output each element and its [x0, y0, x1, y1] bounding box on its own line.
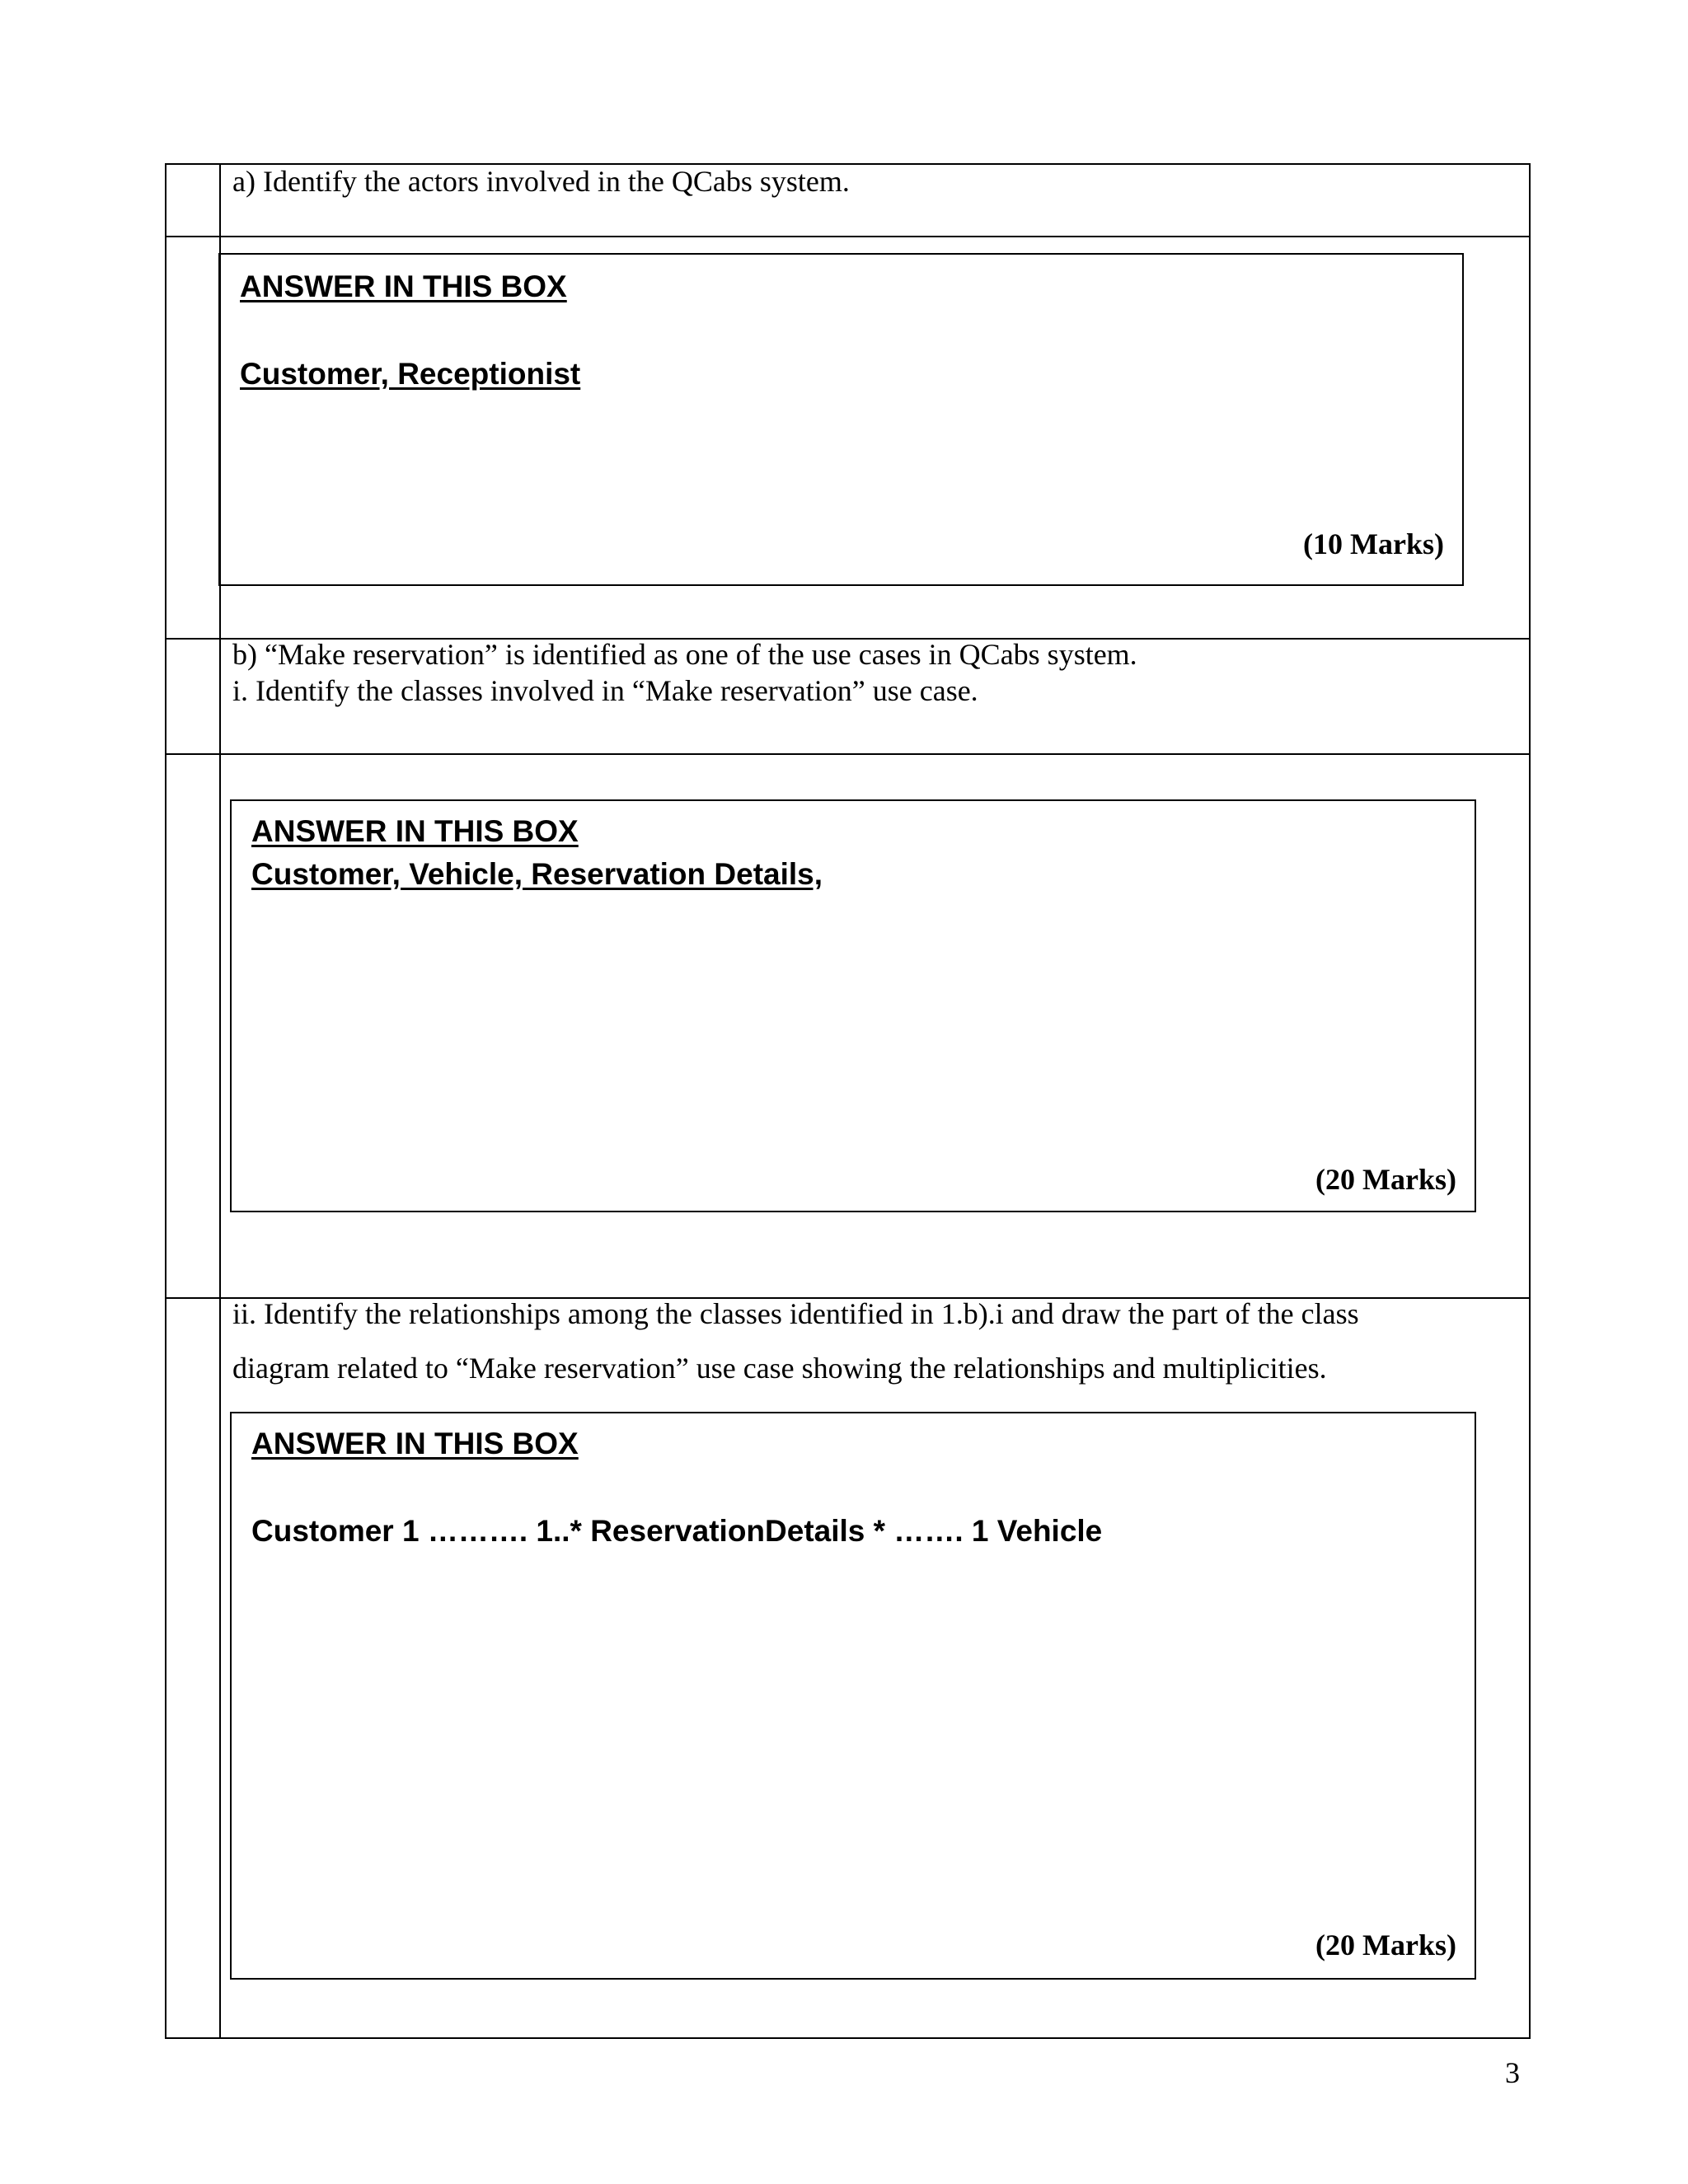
marks-label: (20 Marks) — [1315, 1163, 1456, 1196]
answer-box-heading: ANSWER IN THIS BOX — [251, 814, 579, 848]
marks-label: (10 Marks) — [1303, 527, 1444, 560]
answer-text: Customer, Vehicle, Reservation Details, — [251, 857, 823, 891]
question-b-prompt-line2: i. Identify the classes involved in “Make reservation” use case. — [232, 674, 978, 707]
answer-text: Customer, Receptionist — [240, 357, 581, 391]
page-number: 3 — [1505, 2056, 1520, 2089]
question-b-prompt-line1: b) “Make reservation” is identified as one of the use cases in QCabs system. — [232, 638, 1137, 671]
answer-text: Customer 1 ………. 1..* ReservationDetails * ……. 1 Vehicle — [251, 1514, 1103, 1548]
answer-box-b-i[interactable] — [230, 799, 1476, 1212]
row-divider — [166, 753, 1529, 755]
answer-box-heading: ANSWER IN THIS BOX — [240, 269, 567, 303]
question-b-ii-prompt-line2: diagram related to “Make reservation” use case showing the relationships and multiplicities. — [232, 1352, 1327, 1385]
question-a-prompt: a) Identify the actors involved in the QCabs system. — [232, 165, 850, 198]
answer-box-a[interactable] — [218, 253, 1464, 586]
answer-box-heading: ANSWER IN THIS BOX — [251, 1427, 579, 1460]
row-divider — [166, 236, 1529, 237]
marks-label: (20 Marks) — [1315, 1929, 1456, 1961]
answer-box-b-ii[interactable] — [230, 1412, 1476, 1980]
question-b-ii-prompt-line1: ii. Identify the relationships among the classes identified in 1.b).i and draw the part of the class — [232, 1297, 1359, 1330]
